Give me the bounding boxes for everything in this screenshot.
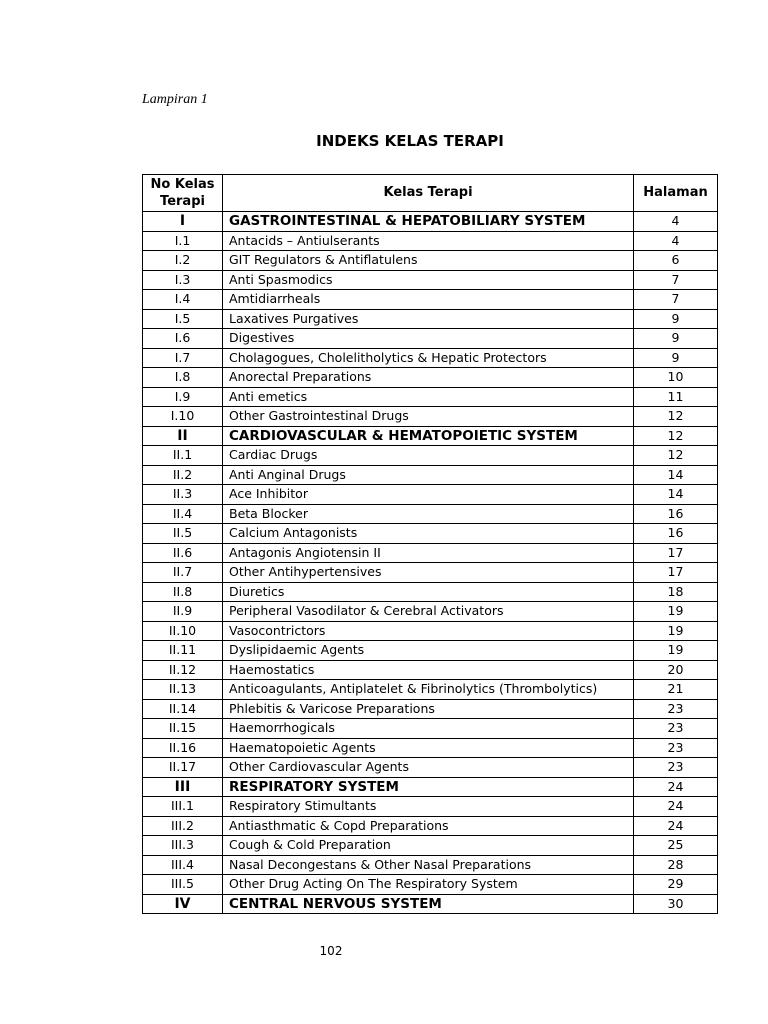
cell-page: 19 <box>634 621 718 641</box>
cell-name: Digestives <box>223 329 634 349</box>
page-title: INDEKS KELAS TERAPI <box>316 132 504 150</box>
cell-no: I.5 <box>143 309 223 329</box>
cell-name: Anti emetics <box>223 387 634 407</box>
cell-name: Anti Spasmodics <box>223 270 634 290</box>
cell-page: 9 <box>634 329 718 349</box>
cell-name: Antacids – Antiulserants <box>223 231 634 251</box>
table-row <box>143 875 718 895</box>
cell-name: Amtidiarrheals <box>223 290 634 310</box>
cell-page: 10 <box>634 368 718 388</box>
table-row <box>143 309 718 329</box>
cell-name: Haematopoietic Agents <box>223 738 634 758</box>
cell-name: GIT Regulators & Antiflatulens <box>223 251 634 271</box>
table-row <box>143 816 718 836</box>
cell-page: 9 <box>634 348 718 368</box>
cell-name: Cholagogues, Cholelitholytics & Hepatic Protectors <box>223 348 634 368</box>
cell-page: 16 <box>634 524 718 544</box>
table-row <box>143 582 718 602</box>
column-header-no <box>143 175 223 212</box>
cell-page: 14 <box>634 465 718 485</box>
page-number: 102 <box>319 944 343 958</box>
cell-no: II.5 <box>143 524 223 544</box>
table-row <box>143 543 718 563</box>
cell-name: GASTROINTESTINAL & HEPATOBILIARY SYSTEM <box>223 212 634 232</box>
cell-no: II.15 <box>143 719 223 739</box>
cell-no: II.8 <box>143 582 223 602</box>
table-body <box>143 212 718 914</box>
cell-page: 4 <box>634 212 718 232</box>
cell-name: RESPIRATORY SYSTEM <box>223 777 634 797</box>
therapy-class-index-table <box>142 174 718 914</box>
cell-name: Vasocontrictors <box>223 621 634 641</box>
cell-no: IV <box>143 894 223 914</box>
cell-name: Calcium Antagonists <box>223 524 634 544</box>
column-header-page: Halaman <box>634 175 718 212</box>
cell-no: I.10 <box>143 407 223 427</box>
cell-page: 9 <box>634 309 718 329</box>
table-header-row <box>143 175 718 212</box>
cell-name: Phlebitis & Varicose Preparations <box>223 699 634 719</box>
section-row <box>143 212 718 232</box>
cell-no: III.3 <box>143 836 223 856</box>
cell-name: Dyslipidaemic Agents <box>223 641 634 661</box>
section-row <box>143 777 718 797</box>
column-header-no-line1: No Kelas <box>150 177 215 192</box>
table-row <box>143 738 718 758</box>
cell-page: 18 <box>634 582 718 602</box>
cell-name: Beta Blocker <box>223 504 634 524</box>
cell-page: 28 <box>634 855 718 875</box>
table-row <box>143 465 718 485</box>
cell-page: 20 <box>634 660 718 680</box>
cell-name: Cough & Cold Preparation <box>223 836 634 856</box>
table-row <box>143 270 718 290</box>
cell-name: Other Gastrointestinal Drugs <box>223 407 634 427</box>
cell-no: II.3 <box>143 485 223 505</box>
cell-page: 21 <box>634 680 718 700</box>
cell-page: 24 <box>634 777 718 797</box>
cell-page: 14 <box>634 485 718 505</box>
column-header-no-line2: Terapi <box>160 194 205 209</box>
cell-name: Cardiac Drugs <box>223 446 634 466</box>
cell-no: II.16 <box>143 738 223 758</box>
table-row <box>143 719 718 739</box>
cell-no: I <box>143 212 223 232</box>
cell-no: II.1 <box>143 446 223 466</box>
table-row <box>143 758 718 778</box>
cell-no: II.7 <box>143 563 223 583</box>
cell-no: I.3 <box>143 270 223 290</box>
cell-no: II.2 <box>143 465 223 485</box>
cell-name: Laxatives Purgatives <box>223 309 634 329</box>
cell-name: Ace Inhibitor <box>223 485 634 505</box>
cell-page: 19 <box>634 602 718 622</box>
cell-no: I.8 <box>143 368 223 388</box>
table-row <box>143 563 718 583</box>
cell-no: II <box>143 426 223 446</box>
cell-name: Other Cardiovascular Agents <box>223 758 634 778</box>
cell-no: I.4 <box>143 290 223 310</box>
cell-page: 11 <box>634 387 718 407</box>
cell-page: 17 <box>634 563 718 583</box>
cell-name: Antagonis Angiotensin II <box>223 543 634 563</box>
cell-no: III.5 <box>143 875 223 895</box>
table-row <box>143 524 718 544</box>
cell-name: Haemorrhogicals <box>223 719 634 739</box>
cell-page: 24 <box>634 797 718 817</box>
cell-no: I.9 <box>143 387 223 407</box>
table-row <box>143 446 718 466</box>
table-row <box>143 602 718 622</box>
table-row <box>143 387 718 407</box>
cell-name: Diuretics <box>223 582 634 602</box>
table-row <box>143 504 718 524</box>
cell-page: 4 <box>634 231 718 251</box>
table-row <box>143 407 718 427</box>
cell-name: CENTRAL NERVOUS SYSTEM <box>223 894 634 914</box>
cell-page: 23 <box>634 699 718 719</box>
cell-page: 12 <box>634 426 718 446</box>
table-row <box>143 680 718 700</box>
cell-name: Haemostatics <box>223 660 634 680</box>
table-row <box>143 290 718 310</box>
cell-no: I.2 <box>143 251 223 271</box>
cell-name: Nasal Decongestans & Other Nasal Preparations <box>223 855 634 875</box>
cell-no: III.1 <box>143 797 223 817</box>
cell-page: 16 <box>634 504 718 524</box>
cell-no: II.4 <box>143 504 223 524</box>
table-row <box>143 329 718 349</box>
cell-page: 17 <box>634 543 718 563</box>
table-row <box>143 231 718 251</box>
table-row <box>143 660 718 680</box>
table-row <box>143 485 718 505</box>
cell-no: I.6 <box>143 329 223 349</box>
cell-no: II.6 <box>143 543 223 563</box>
cell-name: Antiasthmatic & Copd Preparations <box>223 816 634 836</box>
cell-no: III.2 <box>143 816 223 836</box>
cell-no: III <box>143 777 223 797</box>
cell-no: II.17 <box>143 758 223 778</box>
table-row <box>143 251 718 271</box>
cell-page: 23 <box>634 719 718 739</box>
cell-name: Peripheral Vasodilator & Cerebral Activators <box>223 602 634 622</box>
cell-no: II.12 <box>143 660 223 680</box>
cell-page: 12 <box>634 407 718 427</box>
lampiran-label: Lampiran 1 <box>142 92 208 107</box>
cell-no: II.13 <box>143 680 223 700</box>
section-row <box>143 426 718 446</box>
cell-page: 25 <box>634 836 718 856</box>
cell-no: II.14 <box>143 699 223 719</box>
table-row <box>143 348 718 368</box>
cell-no: II.9 <box>143 602 223 622</box>
table-row <box>143 797 718 817</box>
cell-no: II.11 <box>143 641 223 661</box>
cell-name: Other Antihypertensives <box>223 563 634 583</box>
cell-name: Other Drug Acting On The Respiratory System <box>223 875 634 895</box>
table-row <box>143 368 718 388</box>
table-row <box>143 621 718 641</box>
cell-page: 29 <box>634 875 718 895</box>
section-row <box>143 894 718 914</box>
cell-name: Respiratory Stimultants <box>223 797 634 817</box>
cell-page: 30 <box>634 894 718 914</box>
cell-name: Anticoagulants, Antiplatelet & Fibrinolytics (Thrombolytics) <box>223 680 634 700</box>
cell-name: CARDIOVASCULAR & HEMATOPOIETIC SYSTEM <box>223 426 634 446</box>
cell-page: 7 <box>634 290 718 310</box>
cell-page: 23 <box>634 738 718 758</box>
cell-name: Anti Anginal Drugs <box>223 465 634 485</box>
table-row <box>143 855 718 875</box>
table-row <box>143 641 718 661</box>
cell-page: 6 <box>634 251 718 271</box>
cell-no: III.4 <box>143 855 223 875</box>
cell-page: 19 <box>634 641 718 661</box>
cell-page: 12 <box>634 446 718 466</box>
cell-no: I.7 <box>143 348 223 368</box>
cell-no: II.10 <box>143 621 223 641</box>
cell-no: I.1 <box>143 231 223 251</box>
cell-page: 23 <box>634 758 718 778</box>
cell-page: 24 <box>634 816 718 836</box>
table-row <box>143 836 718 856</box>
table-row <box>143 699 718 719</box>
column-header-name: Kelas Terapi <box>223 175 634 212</box>
cell-page: 7 <box>634 270 718 290</box>
cell-name: Anorectal Preparations <box>223 368 634 388</box>
